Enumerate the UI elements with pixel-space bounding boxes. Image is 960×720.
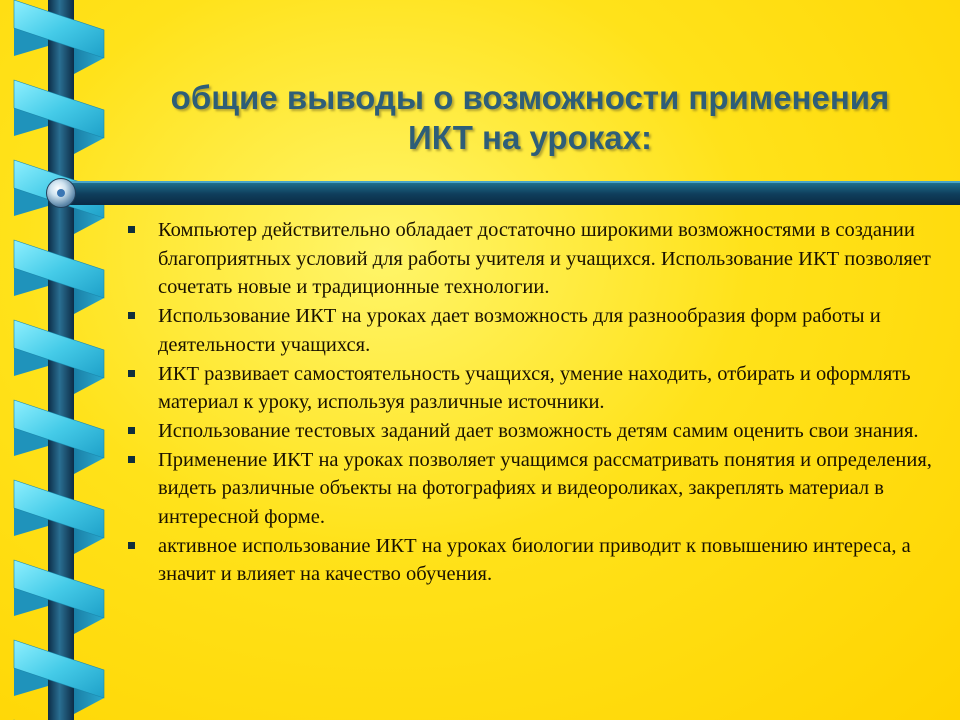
bullet-text: Использование ИКТ на уроках дает возможность для разнообразия форм работы и деятельности учащихся.	[158, 305, 881, 356]
title-line-1: общие выводы о возможности применения	[170, 79, 890, 116]
bullet-item	[128, 216, 938, 302]
bullet-square-icon	[128, 427, 135, 434]
bullet-square-icon	[128, 456, 135, 463]
knob-center-dot	[57, 189, 65, 197]
bullet-item	[128, 417, 938, 446]
bullet-square-icon	[128, 226, 135, 233]
spiral-ribbon-decoration	[0, 0, 120, 720]
slide-title	[110, 78, 950, 158]
bullet-text: Компьютер действительно обладает достаточно широкими возможностями в создании благоприятных условий для работы учителя и учащихся. Использование ИКТ позволяет сочетать новые и традиционные технологии.	[158, 219, 931, 299]
bullet-item	[128, 302, 938, 359]
bullet-item	[128, 360, 938, 417]
bar-end-knob	[46, 178, 76, 208]
bullet-item	[128, 532, 938, 589]
title-line-2: ИКТ на уроках:	[408, 119, 652, 156]
bullet-text: ИКТ развивает самостоятельность учащихся, умение находить, отбирать и оформлять материал к уроку, используя различные источники.	[158, 362, 911, 414]
bullet-text: Использование тестовых заданий дает возможность детям самим оценить свои знания.	[158, 419, 919, 442]
bullet-item	[128, 446, 938, 532]
bullet-square-icon	[128, 370, 135, 377]
bullet-text: Применение ИКТ на уроках позволяет учащимся рассматривать понятия и определения, видеть различные объекты на фотографиях и видеороликах, закреплять материал в интересной форме.	[158, 448, 932, 529]
bullet-list	[128, 216, 938, 589]
bullet-text: активное использование ИКТ на уроках биологии приводит к повышению интереса, а значит и влияет на качество обучения.	[158, 534, 911, 586]
bullet-square-icon	[128, 312, 135, 319]
bullet-square-icon	[128, 542, 135, 549]
horizontal-divider-bar	[62, 181, 960, 205]
